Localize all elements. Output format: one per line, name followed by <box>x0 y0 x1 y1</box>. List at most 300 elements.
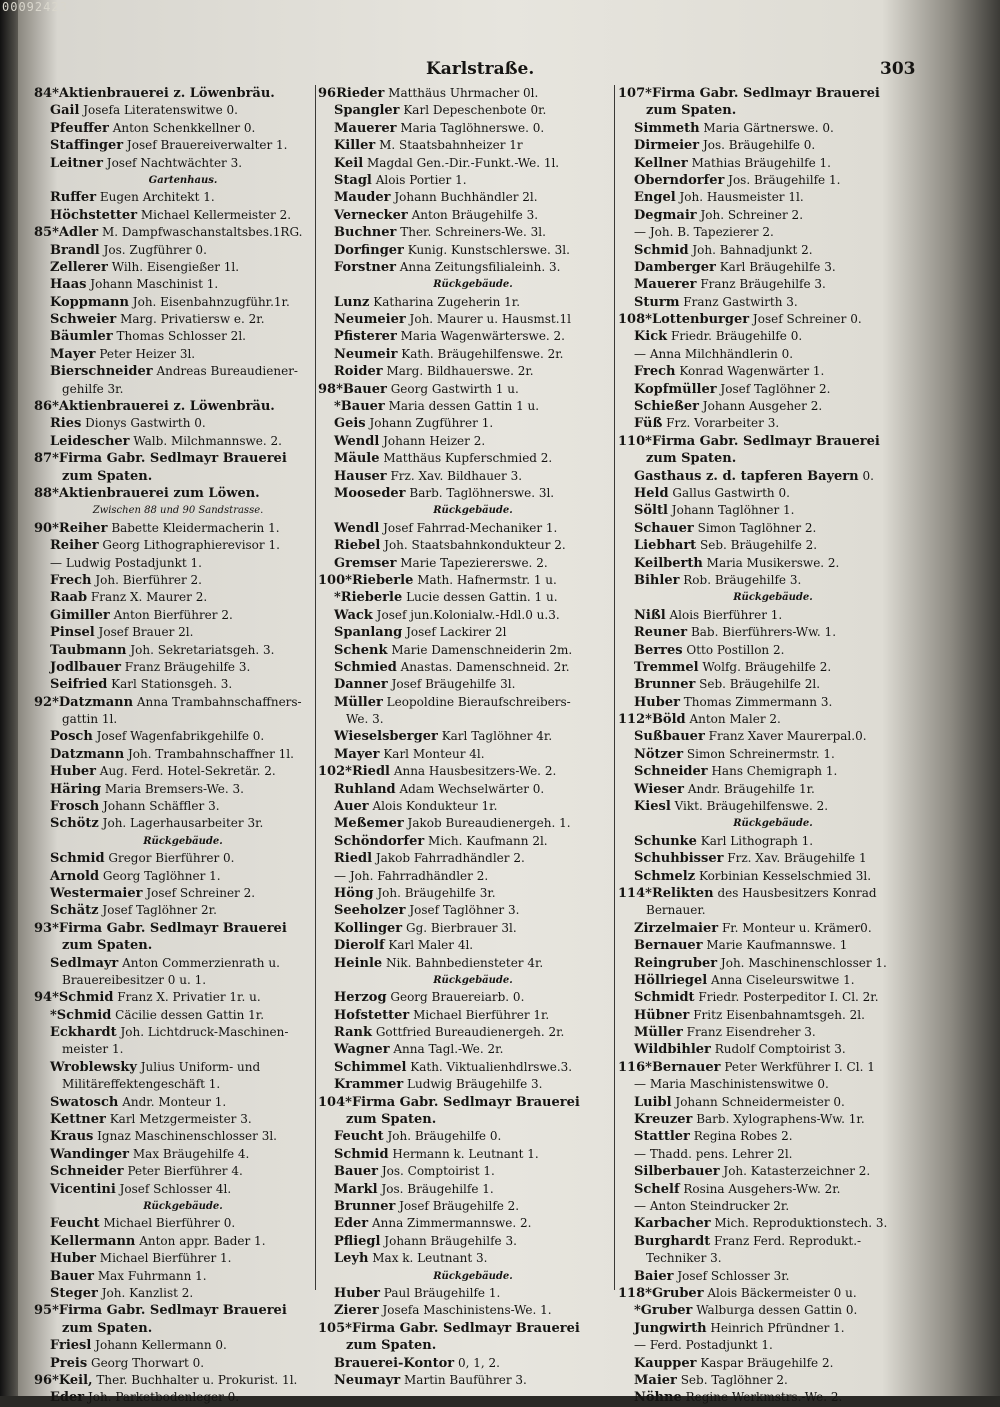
entry-continuation <box>618 450 918 467</box>
resident-details: Ludwig Bräugehilfe 3. <box>407 1077 543 1092</box>
resident-name: Taubmann <box>50 642 127 658</box>
resident-details: Simon Schreinermstr. 1. <box>686 746 835 761</box>
resident-entry <box>318 694 618 711</box>
resident-name: Wendl <box>334 520 380 536</box>
resident-entry <box>34 920 322 937</box>
resident-details: Joh. Trambahnschaffner 1l. <box>128 746 294 761</box>
resident-name: Engel <box>634 190 676 206</box>
resident-entry <box>318 189 618 206</box>
resident-entry <box>318 624 618 641</box>
resident-details: Karl Stationsgeh. 3. <box>111 677 233 692</box>
resident-entry <box>34 850 322 867</box>
entry-continuation <box>34 937 322 954</box>
resident-entry <box>618 294 918 311</box>
resident-name: Zierer <box>334 1303 379 1319</box>
resident-entry <box>34 189 322 206</box>
resident-name: Reiher <box>58 520 108 536</box>
section-heading: Rückgebäude. <box>733 818 813 830</box>
resident-entry <box>318 1302 618 1319</box>
resident-name: Schmid <box>334 1146 389 1162</box>
resident-details: Franz Gastwirth 3. <box>683 294 798 309</box>
resident-entry <box>318 920 618 937</box>
resident-entry <box>34 120 322 137</box>
resident-details: Magdal Gen.-Dir.-Funkt.-We. 1l. <box>367 155 560 170</box>
resident-details: Georg Taglöhner 1. <box>102 868 221 883</box>
resident-details: Kaspar Bräugehilfe 2. <box>700 1355 834 1370</box>
section-heading: Rückgebäude. <box>143 1201 223 1212</box>
resident-name: Liebhart <box>634 538 697 554</box>
resident-name: Schunke <box>634 833 697 849</box>
resident-entry <box>618 833 918 850</box>
resident-entry <box>34 1146 322 1163</box>
resident-entry <box>318 155 618 172</box>
resident-entry <box>318 676 618 693</box>
resident-name: Brunner <box>634 677 696 693</box>
house-number: 116* <box>618 1059 652 1075</box>
resident-name: Krammer <box>334 1077 404 1093</box>
street-note: Zwischen 88 und 90 Sandstrasse. <box>92 505 264 517</box>
resident-entry <box>618 1233 918 1250</box>
resident-details: Ther. Schreiners-We. 3l. <box>400 225 546 240</box>
resident-details: 0, 1, 2. <box>457 1355 500 1370</box>
resident-name: Riedl <box>351 764 390 780</box>
resident-entry <box>34 607 322 624</box>
resident-name: Wack <box>334 607 373 623</box>
resident-entry <box>618 120 918 137</box>
resident-details: Paul Bräugehilfe 1. <box>383 1285 501 1300</box>
resident-entry <box>318 1163 618 1180</box>
resident-entry <box>34 433 322 450</box>
resident-name: Aktienbrauerei z. Löwenbräu. <box>58 86 275 101</box>
resident-entry <box>618 502 918 519</box>
resident-name: Mäule <box>334 451 380 467</box>
resident-name: Kraus <box>50 1129 94 1145</box>
resident-name: Schießer <box>634 399 699 415</box>
resident-details: Johann Heizer 2. <box>383 433 486 448</box>
resident-name: Wieselsberger <box>334 729 438 745</box>
resident-name: Held <box>634 485 669 501</box>
resident-name: Dirmeier <box>634 138 700 154</box>
resident-name: Schmid <box>50 851 105 867</box>
entry-continuation: meister 1. <box>62 1042 124 1057</box>
entry-continuation <box>34 468 322 485</box>
resident-details: Karl Depeschenbote 0r. <box>403 103 547 118</box>
resident-name: Lottenburger <box>651 312 750 328</box>
scan-id-label: 00092423 <box>2 0 68 14</box>
resident-name: Pfeuffer <box>50 120 109 136</box>
house-number: 118* <box>618 1285 652 1301</box>
resident-name: Dierolf <box>334 938 385 954</box>
house-number: 107* <box>618 86 652 101</box>
resident-name: Roider <box>334 364 383 380</box>
house-number: 96 <box>318 86 337 101</box>
resident-entry <box>34 955 322 972</box>
resident-entry <box>318 746 618 763</box>
resident-details: Franz Bräugehilfe 3. <box>124 659 251 674</box>
resident-name: Staffinger <box>50 138 124 154</box>
resident-name: Haas <box>50 277 87 293</box>
resident-details: M. Staatsbahnheizer 1r <box>379 138 523 153</box>
house-number: 86* <box>34 399 59 415</box>
resident-entry <box>318 328 618 345</box>
resident-entry <box>318 572 618 589</box>
resident-entry <box>618 328 918 345</box>
resident-entry <box>318 798 618 815</box>
resident-entry <box>618 572 918 589</box>
resident-entry <box>318 1024 618 1041</box>
resident-name: Datzmann <box>50 746 125 762</box>
resident-details: Karl Taglöhner 4r. <box>441 729 553 744</box>
resident-entry <box>618 955 918 972</box>
resident-details: Friedr. Bräugehilfe 0. <box>671 329 803 344</box>
resident-name: Hauser <box>334 468 387 484</box>
resident-details: Anna Trambahnschaffners- <box>136 694 302 709</box>
resident-details: — Joh. Fahrradhändler 2. <box>334 868 489 883</box>
resident-details: Maria Taglöhnerswe. 0. <box>400 120 545 135</box>
resident-entry <box>318 642 618 659</box>
house-number: 87* <box>34 451 59 467</box>
resident-name: Luibl <box>634 1094 672 1110</box>
section-heading: Rückgebäude. <box>433 974 513 986</box>
resident-entry <box>318 833 618 850</box>
resident-entry <box>318 1320 618 1337</box>
resident-name: Ries <box>50 416 82 432</box>
resident-details: Barb. Xylographens-Ww. 1r. <box>696 1112 865 1127</box>
resident-name: Ruffer <box>50 190 97 206</box>
resident-details: Andr. Monteur 1. <box>122 1094 227 1109</box>
resident-entry <box>34 868 322 885</box>
resident-details: Joh. Sekretariatsgeh. 3. <box>130 642 275 657</box>
resident-details: Josef Fahrrad-Mechaniker 1. <box>383 520 558 535</box>
resident-entry <box>618 1111 918 1128</box>
resident-details: Walburga dessen Gattin 0. <box>696 1303 858 1318</box>
resident-entry <box>618 259 918 276</box>
resident-details: Franz Ferd. Reprodukt.- <box>714 1233 862 1248</box>
resident-name: Schätz <box>50 903 99 919</box>
resident-name: Söltl <box>634 503 668 519</box>
resident-details: Marie Kaufmannswe. 1 <box>706 938 848 953</box>
resident-name: Frech <box>634 364 676 380</box>
resident-entry <box>318 381 618 398</box>
resident-details: Josef Bräugehilfe 3l. <box>391 677 516 692</box>
resident-entry <box>618 1094 918 1111</box>
resident-name: Kiesl <box>634 799 671 815</box>
resident-name: Feucht <box>50 1216 100 1232</box>
resident-details: Peter Heizer 3l. <box>99 346 196 361</box>
resident-name: Bauer <box>334 1164 378 1180</box>
resident-details: Georg Thorwart 0. <box>90 1355 205 1370</box>
resident-details: Joh. Lichtdruck-Maschinen- <box>120 1025 289 1040</box>
resident-entry <box>618 276 918 293</box>
resident-details: Josef Schreiner 2. <box>146 885 256 900</box>
resident-name: Kellermann <box>50 1233 136 1249</box>
resident-entry <box>618 520 918 537</box>
resident-name: Gail <box>50 103 80 119</box>
resident-details: Johann Schäffler 3. <box>103 799 220 814</box>
resident-entry <box>618 224 918 241</box>
resident-entry <box>618 989 918 1006</box>
resident-details: Franz X. Maurer 2. <box>90 590 208 605</box>
resident-entry <box>318 989 618 1006</box>
resident-entry <box>318 937 618 954</box>
resident-entry <box>618 1059 918 1076</box>
resident-name: Bernauer <box>634 938 703 954</box>
resident-entry <box>34 885 322 902</box>
resident-details: Eugen Architekt 1. <box>99 190 215 205</box>
resident-details: Dionys Gastwirth 0. <box>85 416 206 431</box>
resident-details: Ther. Buchhalter u. Prokurist. 1l. <box>96 1372 298 1387</box>
resident-details: Maria Gärtnerswe. 0. <box>703 120 834 135</box>
resident-details: — Anna Milchhändlerin 0. <box>634 346 794 361</box>
resident-details: Alois Bäckermeister 0 u. <box>707 1285 857 1300</box>
resident-name: Kettner <box>50 1112 106 1128</box>
resident-details: Anton Bierführer 2. <box>113 607 233 622</box>
resident-entry <box>34 1389 322 1406</box>
house-number: 104* <box>318 1094 352 1110</box>
house-number: 102* <box>318 764 352 780</box>
resident-entry <box>318 555 618 572</box>
resident-details: Frz. Xav. Bräugehilfe 1 <box>727 851 867 866</box>
resident-entry <box>34 1268 322 1285</box>
resident-name: Huber <box>50 764 96 780</box>
resident-entry <box>318 1215 618 1232</box>
resident-details: Cäcilie dessen Gattin 1r. <box>115 1007 265 1022</box>
resident-name: Adler <box>58 225 99 241</box>
resident-name: Huber <box>334 1285 380 1301</box>
resident-name: Berres <box>634 642 683 658</box>
house-number: 96* <box>34 1372 59 1388</box>
resident-name: Schimmel <box>334 1059 407 1075</box>
resident-name: Pfliegl <box>334 1233 381 1249</box>
resident-entry <box>318 537 618 554</box>
resident-entry <box>618 763 918 780</box>
resident-name: Eder <box>334 1216 369 1232</box>
resident-name: Neumeir <box>334 346 398 362</box>
resident-entry <box>618 1285 918 1302</box>
resident-entry <box>318 224 618 241</box>
resident-entry <box>34 311 322 328</box>
resident-name: Vicentini <box>50 1181 116 1197</box>
resident-entry <box>618 746 918 763</box>
resident-entry <box>318 850 618 867</box>
resident-details: Josef jun.Kolonialw.-Hdl.0 u.3. <box>376 607 560 622</box>
resident-entry <box>318 955 618 972</box>
resident-name: Schötz <box>50 816 99 832</box>
column-right <box>618 85 918 1407</box>
resident-entry <box>34 1233 322 1250</box>
resident-details: Vikt. Bräugehilfenswe. 2. <box>674 799 829 814</box>
resident-details: Jakob Bureaudienergeh. 1. <box>407 816 571 831</box>
firm-name-continuation: zum Spaten. <box>346 1338 437 1354</box>
resident-entry <box>618 659 918 676</box>
resident-entry <box>318 242 618 259</box>
resident-entry <box>618 137 918 154</box>
resident-details: Seb. Taglöhner 2. <box>680 1372 788 1387</box>
resident-name: Schneider <box>50 1164 124 1180</box>
resident-entry <box>34 155 322 172</box>
resident-name: Burghardt <box>634 1233 711 1249</box>
resident-entry <box>34 1059 322 1076</box>
resident-details: Martin Bauführer 3. <box>404 1372 527 1387</box>
resident-details: Peter Werkführer I. Cl. 1 <box>724 1059 875 1074</box>
resident-name: Mayer <box>50 346 96 362</box>
resident-name: Oberndorfer <box>634 172 725 188</box>
resident-details: Anna Zimmermannswe. 2. <box>371 1216 532 1231</box>
resident-details: Kunig. Kunstschlerswe. 3l. <box>407 242 570 257</box>
resident-name: Kollinger <box>334 920 403 936</box>
resident-details: Joh. Bahnadjunkt 2. <box>692 242 813 257</box>
resident-details: — Maria Maschinistenswitwe 0. <box>634 1077 829 1092</box>
resident-details: Josef Schreiner 0. <box>752 312 862 327</box>
resident-entry <box>318 1285 618 1302</box>
resident-name: Sturm <box>634 294 680 310</box>
resident-name: Markl <box>334 1181 378 1197</box>
resident-entry <box>34 902 322 919</box>
resident-name: Leitner <box>50 155 103 171</box>
resident-name: Feucht <box>334 1129 384 1145</box>
resident-entry <box>618 1024 918 1041</box>
resident-details: Barb. Taglöhnerswe. 3l. <box>409 485 555 500</box>
resident-name: Neumayr <box>334 1372 401 1388</box>
resident-entry <box>34 676 322 693</box>
resident-details: Anton appr. Bader 1. <box>139 1233 266 1248</box>
resident-name: Schweier <box>50 312 117 328</box>
resident-name: Bernauer <box>651 1059 721 1075</box>
resident-name: Datzmann <box>58 694 134 710</box>
resident-details: Johann Schneidermeister 0. <box>675 1094 845 1109</box>
resident-entry <box>318 781 618 798</box>
resident-name: Rank <box>334 1025 372 1041</box>
resident-details: Josefa Literatenswitwe 0. <box>83 103 238 118</box>
resident-details: Kath. Bräugehilfenswe. 2r. <box>401 346 564 361</box>
resident-name: Auer <box>334 799 369 815</box>
resident-entry <box>34 624 322 641</box>
resident-name: Neumeier <box>334 312 406 328</box>
resident-entry <box>318 607 618 624</box>
resident-name: Kick <box>634 329 668 345</box>
resident-details: Anton Commerzienrath u. <box>122 955 280 970</box>
page-number: 303 <box>880 59 916 79</box>
resident-name: Spanlang <box>334 625 403 641</box>
resident-name: Riedl <box>334 851 373 867</box>
resident-entry <box>618 485 918 502</box>
resident-name: Rieberle <box>351 572 414 588</box>
resident-entry <box>618 311 918 328</box>
resident-details: Anton Schenkkellner 0. <box>112 120 256 135</box>
resident-details: Gallus Gastwirth 0. <box>672 485 790 500</box>
house-number: 88* <box>34 485 59 501</box>
resident-name: Spangler <box>334 103 400 119</box>
resident-entry <box>618 207 918 224</box>
resident-name: Gremser <box>334 555 397 571</box>
resident-name: Zirzelmaier <box>634 920 719 936</box>
house-number: 98* <box>318 381 343 397</box>
resident-details: Seb. Bräugehilfe 2l. <box>699 677 821 692</box>
resident-entry <box>34 1094 322 1111</box>
resident-details: Regina Robes 2. <box>693 1129 793 1144</box>
resident-name: *Rieberle <box>334 590 403 606</box>
resident-details: Josef Brauer 2l. <box>98 625 194 640</box>
resident-details: Lucie dessen Gattin. 1 u. <box>406 590 558 605</box>
entry-continuation: Brauereibesitzer 0 u. 1. <box>62 972 207 987</box>
resident-entry <box>618 1163 918 1180</box>
resident-details: Gg. Bierbrauer 3l. <box>406 920 517 935</box>
resident-name: Nötzer <box>634 746 684 762</box>
resident-entry <box>618 1041 918 1058</box>
resident-entry <box>34 520 322 537</box>
resident-entry <box>318 815 618 832</box>
resident-entry <box>34 294 322 311</box>
resident-entry <box>318 172 618 189</box>
resident-entry <box>618 1198 918 1215</box>
resident-entry <box>34 1302 322 1319</box>
resident-details: Andr. Bräugehilfe 1r. <box>687 781 815 796</box>
resident-details: Karl Metzgermeister 3. <box>109 1112 252 1127</box>
resident-entry <box>618 1389 918 1406</box>
resident-name: Vernecker <box>334 207 408 223</box>
resident-name: Pinsel <box>50 625 95 641</box>
firm-name-continuation: zum Spaten. <box>346 1112 437 1128</box>
resident-entry <box>618 1320 918 1337</box>
resident-name: Wagner <box>334 1042 390 1058</box>
resident-name: Degmair <box>634 207 697 223</box>
resident-name: Kaupper <box>634 1355 697 1371</box>
resident-name: Riebel <box>334 538 381 554</box>
resident-name: Jungwirth <box>634 1320 707 1336</box>
resident-details: Adam Wechselwärter 0. <box>399 781 545 796</box>
resident-details: Joh. Parketbodenleger 0. <box>87 1390 240 1405</box>
section-heading: Gartenhaus. <box>148 174 218 186</box>
resident-details: Johann Buchhändler 2l. <box>394 190 538 205</box>
resident-name: Ruhland <box>334 781 396 797</box>
resident-details: Maria Bremsers-We. 3. <box>104 781 244 796</box>
resident-name: Wroblewsky <box>50 1059 137 1075</box>
resident-details: Seb. Bräugehilfe 2. <box>700 538 818 553</box>
resident-entry <box>34 1372 322 1389</box>
resident-entry <box>34 781 322 798</box>
resident-name: Nißl <box>634 607 666 623</box>
resident-entry <box>618 242 918 259</box>
resident-entry <box>34 537 322 554</box>
resident-name: Stattler <box>634 1129 690 1145</box>
resident-details: Otto Postillon 2. <box>686 642 785 657</box>
resident-entry <box>34 1111 322 1128</box>
resident-details: Joh. Katasterzeichner 2. <box>723 1164 871 1179</box>
resident-name: Leyh <box>334 1251 369 1267</box>
resident-name: Bihler <box>634 572 680 588</box>
resident-name: Bauer <box>342 381 387 397</box>
resident-entry <box>618 624 918 641</box>
section-heading: Rückgebäude. <box>433 1270 513 1282</box>
resident-entry <box>618 346 918 363</box>
resident-details: Joh. Bräugehilfe 0. <box>387 1129 502 1144</box>
resident-name: Mauerer <box>634 277 697 293</box>
resident-details: Franz Xaver Maurerpal.0. <box>708 729 867 744</box>
resident-entry <box>34 815 322 832</box>
resident-entry <box>34 485 322 502</box>
resident-entry <box>34 346 322 363</box>
resident-name: Jodlbauer <box>50 659 121 675</box>
resident-details: Josef Taglöhner 2r. <box>102 903 217 918</box>
resident-details: Josef Nachtwächter 3. <box>106 155 243 170</box>
house-number: 114* <box>618 885 652 901</box>
resident-entry <box>318 311 618 328</box>
resident-entry <box>34 555 322 572</box>
resident-entry <box>318 1355 618 1372</box>
resident-details: Jos. Bräugehilfe 1. <box>381 1181 494 1196</box>
resident-details: Michael Bierführer 1. <box>99 1251 232 1266</box>
resident-entry <box>618 1372 918 1389</box>
